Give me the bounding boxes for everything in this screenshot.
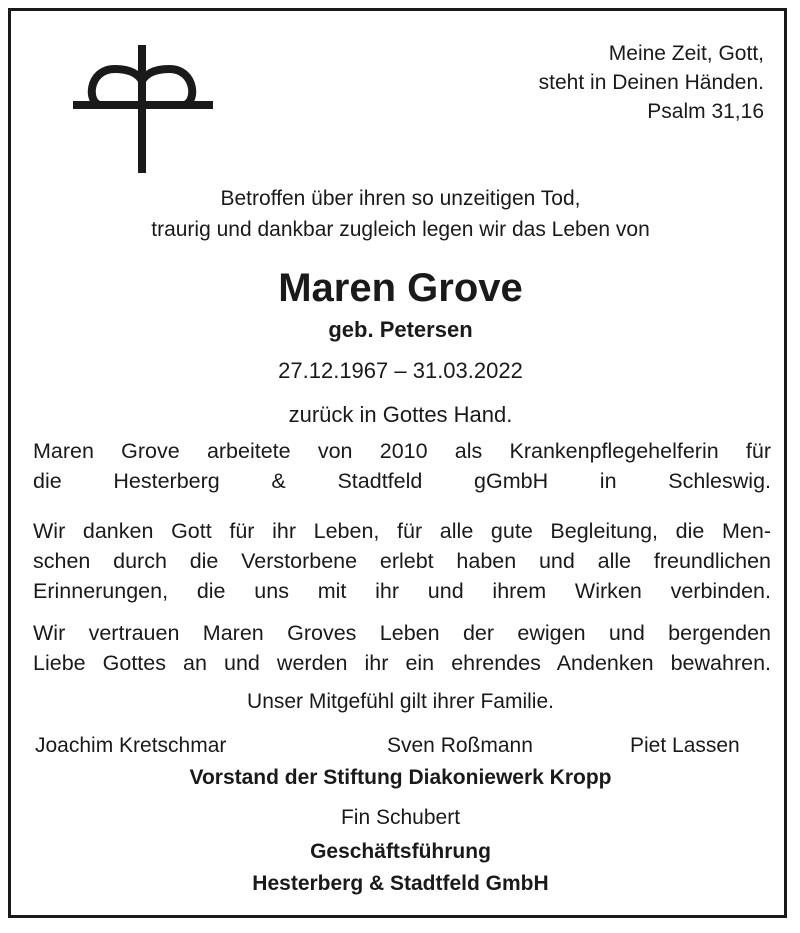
company-name: Hesterberg & Stadtfeld GmbH (252, 872, 549, 895)
deceased-name: Maren Grove (278, 266, 523, 310)
paragraph-line: Liebe Gottes an und werden ihr ein ehrendes Andenken bewahren. (33, 651, 771, 675)
intro-line: Betroffen über ihren so unzeitigen Tod, (220, 187, 581, 210)
maiden-name: geb. Petersen (328, 317, 473, 342)
paragraph-line: Maren Grove arbeitete von 2010 als Krankenpflegehelferin für (33, 439, 771, 463)
gratitude-paragraph (33, 516, 771, 606)
paragraph-line: die Hesterberg & Stadtfeld gGmbH in Schleswig. (33, 469, 771, 493)
sympathy-text: Unser Mitgefühl gilt ihrer Familie. (247, 690, 554, 713)
verse-line: Meine Zeit, Gott, (608, 42, 764, 65)
intro-text (11, 183, 790, 245)
farewell-phrase: zurück in Gottes Hand. (288, 402, 513, 427)
paragraph-line: Wir danken Gott für ihr Leben, für alle gute Begleitung, die Men- (33, 519, 771, 543)
verse-line: steht in Deinen Händen. (538, 71, 764, 94)
verse-reference: Psalm 31,16 (647, 100, 764, 123)
psalm-verse (539, 39, 764, 126)
intro-line: traurig und dankbar zugleich legen wir das Leben von (151, 218, 650, 241)
manager-name: Fin Schubert (340, 806, 461, 829)
paragraph-line: Wir vertrauen Maren Groves Leben der ewigen und bergenden (33, 621, 771, 645)
kropp-cross-emblem-icon (73, 41, 213, 181)
board-member-name: Joachim Kretschmar (35, 734, 227, 757)
board-member-name: Sven Roßmann (387, 734, 533, 757)
board-member-name: Piet Lassen (630, 734, 740, 757)
board-title: Vorstand der Stiftung Diakoniewerk Kropp (189, 766, 612, 789)
paragraph-line: Erinnerungen, die uns mit ihr und ihrem Wirken verbinden. (33, 579, 771, 603)
paragraph-line: schen durch die Verstorbene erlebt haben und alle freundlichen (33, 549, 771, 573)
obituary-notice (8, 8, 787, 918)
employment-paragraph (33, 436, 771, 496)
manager-title: Geschäftsführung (310, 840, 491, 863)
life-dates: 27.12.1967 – 31.03.2022 (278, 358, 523, 383)
trust-paragraph (33, 618, 771, 678)
